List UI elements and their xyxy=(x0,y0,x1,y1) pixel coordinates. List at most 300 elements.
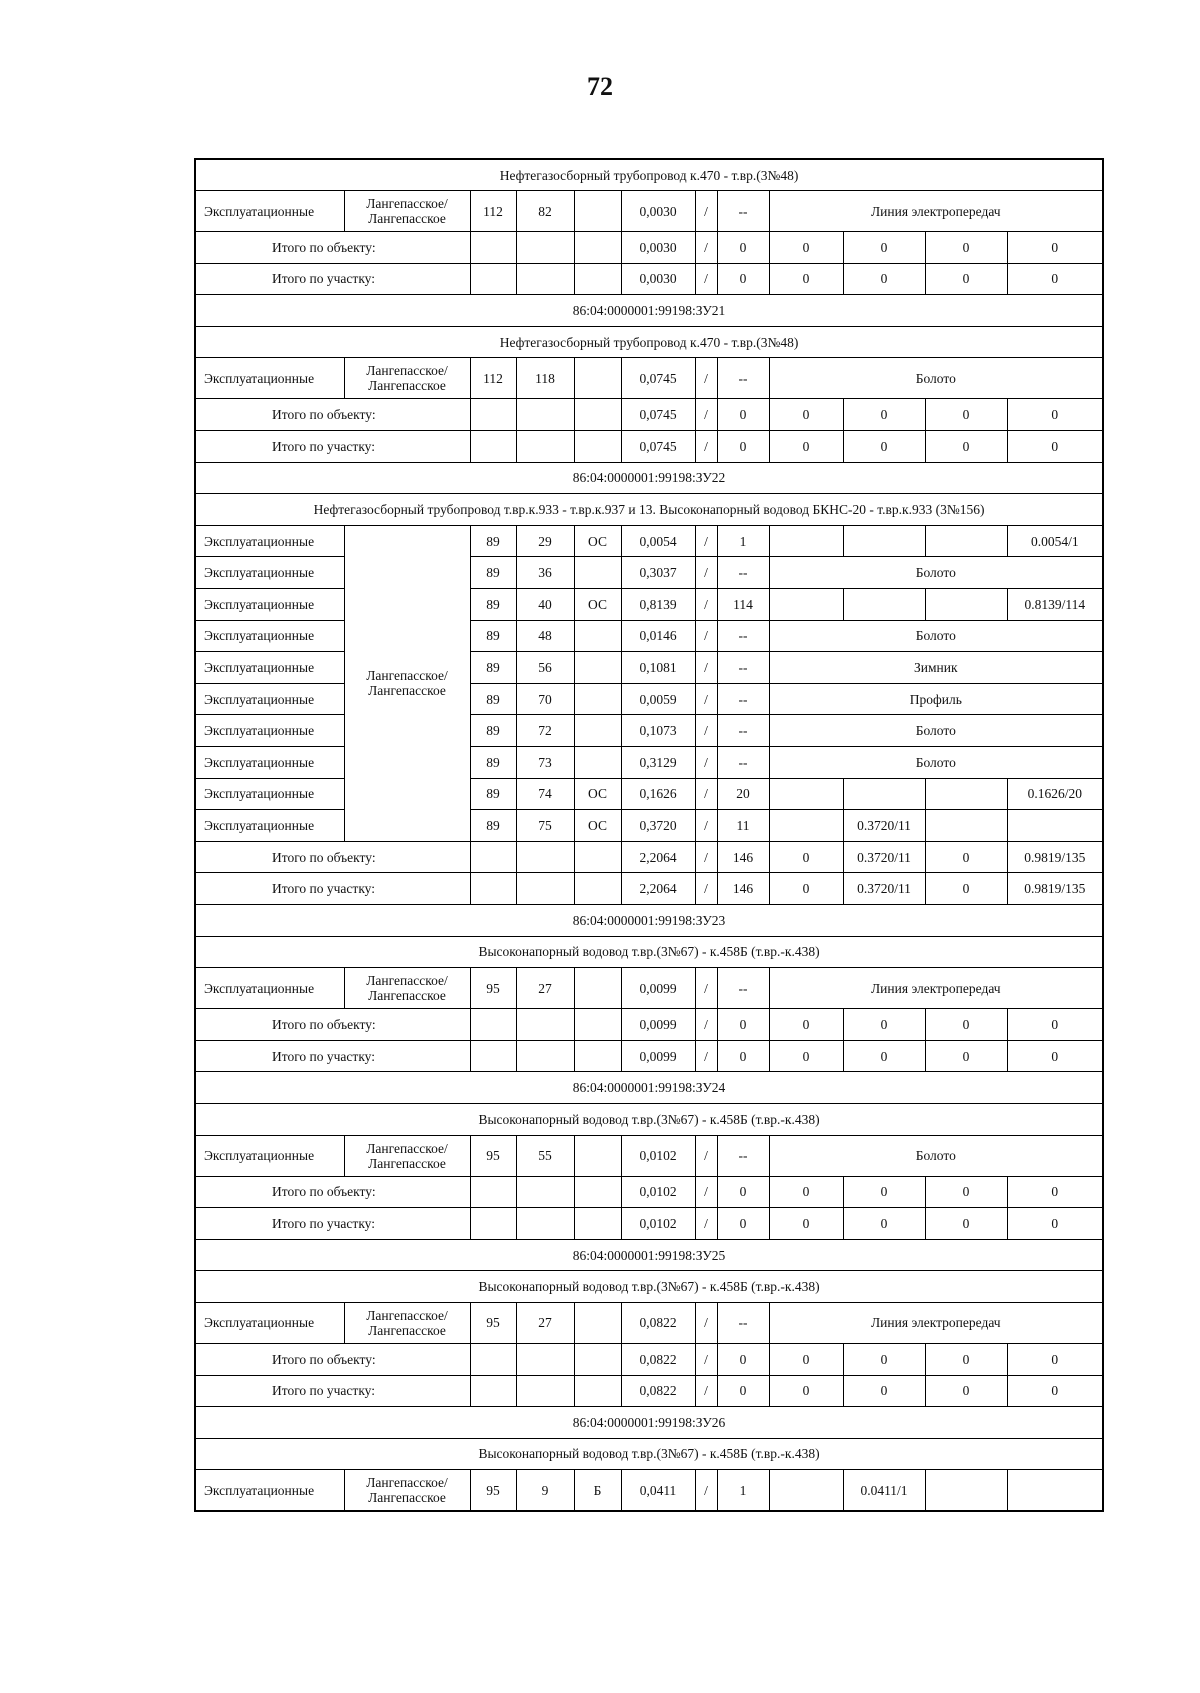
total-value-cell: 0 xyxy=(769,873,843,905)
slash-cell: / xyxy=(695,810,717,842)
slash-cell: / xyxy=(695,1302,717,1343)
slash-cell: / xyxy=(695,1343,717,1375)
empty-cell xyxy=(516,431,574,463)
category-cell: Эксплуатационные xyxy=(195,620,344,652)
total-value-cell: 0 xyxy=(925,1176,1007,1208)
empty-cell xyxy=(470,1009,516,1041)
value-cell xyxy=(769,589,843,621)
total-count-cell: 0 xyxy=(717,263,769,295)
object-title-row xyxy=(195,936,1103,968)
total-area-cell: 0,0102 xyxy=(621,1176,695,1208)
empty-cell xyxy=(516,1208,574,1240)
category-cell: Эксплуатационные xyxy=(195,191,344,232)
total-area-cell: 0,0745 xyxy=(621,399,695,431)
total-area-cell: 0,0099 xyxy=(621,1009,695,1041)
slash-cell: / xyxy=(695,232,717,264)
total-value-cell: 0 xyxy=(925,399,1007,431)
total-value-cell: 0 xyxy=(843,1176,925,1208)
table-row xyxy=(195,683,1103,715)
count-cell: -- xyxy=(717,1302,769,1343)
value-cell: 0.0054/1 xyxy=(1007,525,1103,557)
page-number: 72 xyxy=(587,72,613,101)
note-cell: Болото xyxy=(769,358,1103,399)
quarter-cell: 89 xyxy=(470,810,516,842)
area-cell: 0,0030 xyxy=(621,191,695,232)
empty-cell xyxy=(574,1176,621,1208)
object-title: Высоконапорный водовод т.вр.(3№67) - к.458Б (т.вр.-к.438) xyxy=(195,1438,1103,1470)
table-body xyxy=(195,159,1103,1511)
total-value-cell: 0 xyxy=(769,1343,843,1375)
value-cell xyxy=(925,1470,1007,1511)
total-value-cell: 0 xyxy=(1007,1176,1103,1208)
plot-cell: 73 xyxy=(516,747,574,779)
category-cell: Эксплуатационные xyxy=(195,1302,344,1343)
code-cell xyxy=(574,747,621,779)
total-count-cell: 146 xyxy=(717,873,769,905)
empty-cell xyxy=(516,1375,574,1407)
slash-cell: / xyxy=(695,1009,717,1041)
quarter-cell: 95 xyxy=(470,1302,516,1343)
total-value-cell: 0.3720/11 xyxy=(843,873,925,905)
object-title: Нефтегазосборный трубопровод к.470 - т.вр.(3№48) xyxy=(195,326,1103,358)
total-count-cell: 0 xyxy=(717,1009,769,1041)
category-cell: Эксплуатационные xyxy=(195,683,344,715)
count-cell: -- xyxy=(717,683,769,715)
cadastral-row xyxy=(195,1072,1103,1104)
total-label: Итого по объекту: xyxy=(195,232,470,264)
slash-cell: / xyxy=(695,191,717,232)
location-cell: Лангепасское/ Лангепасское xyxy=(344,191,470,232)
quarter-cell: 112 xyxy=(470,191,516,232)
note-cell: Линия электропередач xyxy=(769,1302,1103,1343)
table-row xyxy=(195,525,1103,557)
location-cell: Лангепасское/ Лангепасское xyxy=(344,358,470,399)
total-row xyxy=(195,431,1103,463)
total-value-cell: 0 xyxy=(843,1343,925,1375)
area-cell: 0,3129 xyxy=(621,747,695,779)
empty-cell xyxy=(574,1208,621,1240)
slash-cell: / xyxy=(695,1135,717,1176)
empty-cell xyxy=(470,1208,516,1240)
table-row xyxy=(195,715,1103,747)
total-value-cell: 0 xyxy=(925,431,1007,463)
count-cell: -- xyxy=(717,1135,769,1176)
total-value-cell: 0 xyxy=(1007,232,1103,264)
category-cell: Эксплуатационные xyxy=(195,589,344,621)
total-row xyxy=(195,1176,1103,1208)
empty-cell xyxy=(516,873,574,905)
quarter-cell: 89 xyxy=(470,778,516,810)
note-cell: Болото xyxy=(769,715,1103,747)
table-row xyxy=(195,778,1103,810)
object-title-row xyxy=(195,159,1103,191)
slash-cell: / xyxy=(695,715,717,747)
total-label: Итого по объекту: xyxy=(195,1009,470,1041)
empty-cell xyxy=(470,1176,516,1208)
value-cell xyxy=(1007,1470,1103,1511)
total-value-cell: 0 xyxy=(843,1375,925,1407)
slash-cell: / xyxy=(695,1470,717,1511)
object-title: Нефтегазосборный трубопровод к.470 - т.вр.(3№48) xyxy=(195,159,1103,191)
slash-cell: / xyxy=(695,589,717,621)
value-cell: 0.0411/1 xyxy=(843,1470,925,1511)
slash-cell: / xyxy=(695,747,717,779)
total-count-cell: 0 xyxy=(717,1176,769,1208)
plot-cell: 9 xyxy=(516,1470,574,1511)
category-cell: Эксплуатационные xyxy=(195,1470,344,1511)
total-label: Итого по объекту: xyxy=(195,841,470,873)
location-cell: Лангепасское/ Лангепасское xyxy=(344,1470,470,1511)
empty-cell xyxy=(470,1343,516,1375)
quarter-cell: 89 xyxy=(470,715,516,747)
code-cell xyxy=(574,715,621,747)
empty-cell xyxy=(574,399,621,431)
code-cell xyxy=(574,557,621,589)
total-value-cell: 0 xyxy=(843,1009,925,1041)
plot-cell: 27 xyxy=(516,968,574,1009)
total-row xyxy=(195,1009,1103,1041)
slash-cell: / xyxy=(695,1176,717,1208)
category-cell: Эксплуатационные xyxy=(195,1135,344,1176)
total-area-cell: 0,0822 xyxy=(621,1375,695,1407)
plot-cell: 74 xyxy=(516,778,574,810)
total-value-cell: 0 xyxy=(769,1208,843,1240)
value-cell: 0.8139/114 xyxy=(1007,589,1103,621)
slash-cell: / xyxy=(695,1040,717,1072)
area-cell: 0,1073 xyxy=(621,715,695,747)
cadastral-row xyxy=(195,462,1103,494)
table-row xyxy=(195,810,1103,842)
object-title-row xyxy=(195,494,1103,526)
slash-cell: / xyxy=(695,620,717,652)
total-area-cell: 0,0745 xyxy=(621,431,695,463)
cadastral-number: 86:04:0000001:99198:ЗУ24 xyxy=(195,1072,1103,1104)
total-value-cell: 0 xyxy=(925,232,1007,264)
category-cell: Эксплуатационные xyxy=(195,358,344,399)
code-cell: ОС xyxy=(574,525,621,557)
total-value-cell: 0 xyxy=(769,431,843,463)
total-row xyxy=(195,841,1103,873)
plot-cell: 40 xyxy=(516,589,574,621)
quarter-cell: 95 xyxy=(470,1470,516,1511)
category-cell: Эксплуатационные xyxy=(195,810,344,842)
total-count-cell: 0 xyxy=(717,1343,769,1375)
area-cell: 0,0822 xyxy=(621,1302,695,1343)
area-cell: 0,0102 xyxy=(621,1135,695,1176)
plot-cell: 55 xyxy=(516,1135,574,1176)
object-title-row xyxy=(195,1271,1103,1303)
total-value-cell: 0 xyxy=(843,431,925,463)
total-count-cell: 0 xyxy=(717,1040,769,1072)
empty-cell xyxy=(574,263,621,295)
total-value-cell: 0 xyxy=(1007,1208,1103,1240)
code-cell xyxy=(574,1135,621,1176)
area-cell: 0,8139 xyxy=(621,589,695,621)
area-cell: 0,0411 xyxy=(621,1470,695,1511)
location-cell: Лангепасское/ Лангепасское xyxy=(344,1302,470,1343)
total-value-cell: 0.9819/135 xyxy=(1007,873,1103,905)
total-row xyxy=(195,1208,1103,1240)
total-value-cell: 0 xyxy=(843,263,925,295)
total-count-cell: 0 xyxy=(717,232,769,264)
location-cell: Лангепасское/ Лангепасское xyxy=(344,525,470,841)
total-label: Итого по объекту: xyxy=(195,399,470,431)
total-value-cell: 0 xyxy=(769,841,843,873)
value-cell xyxy=(925,778,1007,810)
object-title: Высоконапорный водовод т.вр.(3№67) - к.458Б (т.вр.-к.438) xyxy=(195,1271,1103,1303)
area-cell: 0,1081 xyxy=(621,652,695,684)
table-row xyxy=(195,557,1103,589)
note-cell: Зимник xyxy=(769,652,1103,684)
slash-cell: / xyxy=(695,1208,717,1240)
note-cell: Болото xyxy=(769,747,1103,779)
total-value-cell: 0 xyxy=(925,1343,1007,1375)
total-value-cell: 0 xyxy=(925,873,1007,905)
empty-cell xyxy=(516,232,574,264)
code-cell xyxy=(574,191,621,232)
area-cell: 0,3037 xyxy=(621,557,695,589)
value-cell xyxy=(769,1470,843,1511)
value-cell xyxy=(769,810,843,842)
empty-cell xyxy=(516,1343,574,1375)
plot-cell: 75 xyxy=(516,810,574,842)
count-cell: -- xyxy=(717,715,769,747)
category-cell: Эксплуатационные xyxy=(195,968,344,1009)
code-cell xyxy=(574,683,621,715)
table-row xyxy=(195,358,1103,399)
count-cell: 11 xyxy=(717,810,769,842)
quarter-cell: 95 xyxy=(470,1135,516,1176)
cadastral-number: 86:04:0000001:99198:ЗУ21 xyxy=(195,295,1103,327)
quarter-cell: 89 xyxy=(470,525,516,557)
total-value-cell: 0 xyxy=(769,263,843,295)
total-count-cell: 0 xyxy=(717,399,769,431)
note-cell: Болото xyxy=(769,557,1103,589)
slash-cell: / xyxy=(695,968,717,1009)
empty-cell xyxy=(574,1375,621,1407)
note-cell: Болото xyxy=(769,1135,1103,1176)
total-value-cell: 0 xyxy=(925,841,1007,873)
slash-cell: / xyxy=(695,557,717,589)
total-row xyxy=(195,873,1103,905)
total-value-cell: 0 xyxy=(769,1040,843,1072)
quarter-cell: 89 xyxy=(470,747,516,779)
category-cell: Эксплуатационные xyxy=(195,525,344,557)
empty-cell xyxy=(470,1040,516,1072)
empty-cell xyxy=(574,1343,621,1375)
total-value-cell: 0 xyxy=(1007,399,1103,431)
category-cell: Эксплуатационные xyxy=(195,652,344,684)
object-title: Высоконапорный водовод т.вр.(3№67) - к.458Б (т.вр.-к.438) xyxy=(195,1103,1103,1135)
value-cell xyxy=(925,810,1007,842)
slash-cell: / xyxy=(695,525,717,557)
total-value-cell: 0 xyxy=(1007,1375,1103,1407)
total-value-cell: 0 xyxy=(1007,431,1103,463)
plot-cell: 29 xyxy=(516,525,574,557)
area-cell: 0,0054 xyxy=(621,525,695,557)
total-value-cell: 0 xyxy=(843,399,925,431)
value-cell xyxy=(1007,810,1103,842)
category-cell: Эксплуатационные xyxy=(195,747,344,779)
note-cell: Линия электропередач xyxy=(769,968,1103,1009)
object-title-row xyxy=(195,1438,1103,1470)
total-value-cell: 0 xyxy=(843,1040,925,1072)
total-row xyxy=(195,1343,1103,1375)
total-value-cell: 0 xyxy=(769,399,843,431)
total-label: Итого по участку: xyxy=(195,1375,470,1407)
slash-cell: / xyxy=(695,841,717,873)
area-cell: 0,3720 xyxy=(621,810,695,842)
total-value-cell: 0 xyxy=(769,1176,843,1208)
land-plots-table xyxy=(194,158,1104,1512)
table-row xyxy=(195,1470,1103,1511)
count-cell: -- xyxy=(717,747,769,779)
code-cell: ОС xyxy=(574,589,621,621)
plot-cell: 82 xyxy=(516,191,574,232)
quarter-cell: 112 xyxy=(470,358,516,399)
cadastral-number: 86:04:0000001:99198:ЗУ22 xyxy=(195,462,1103,494)
total-label: Итого по участку: xyxy=(195,1040,470,1072)
slash-cell: / xyxy=(695,263,717,295)
total-area-cell: 0,0822 xyxy=(621,1343,695,1375)
total-value-cell: 0 xyxy=(925,1375,1007,1407)
code-cell xyxy=(574,358,621,399)
quarter-cell: 89 xyxy=(470,620,516,652)
empty-cell xyxy=(470,399,516,431)
object-title: Нефтегазосборный трубопровод т.вр.к.933 - т.вр.к.937 и 13. Высоконапорный водовод БКНС-20 - т.вр.к.933 (3№156) xyxy=(195,494,1103,526)
table-row xyxy=(195,747,1103,779)
value-cell xyxy=(769,778,843,810)
location-cell: Лангепасское/ Лангепасское xyxy=(344,968,470,1009)
category-cell: Эксплуатационные xyxy=(195,557,344,589)
total-value-cell: 0 xyxy=(1007,263,1103,295)
total-row xyxy=(195,1040,1103,1072)
empty-cell xyxy=(574,431,621,463)
total-value-cell: 0 xyxy=(925,263,1007,295)
plot-cell: 72 xyxy=(516,715,574,747)
total-count-cell: 0 xyxy=(717,431,769,463)
total-value-cell: 0 xyxy=(769,1375,843,1407)
total-row xyxy=(195,232,1103,264)
total-label: Итого по участку: xyxy=(195,263,470,295)
empty-cell xyxy=(516,1009,574,1041)
total-value-cell: 0 xyxy=(769,232,843,264)
area-cell: 0,1626 xyxy=(621,778,695,810)
note-cell: Линия электропередач xyxy=(769,191,1103,232)
empty-cell xyxy=(574,1040,621,1072)
category-cell: Эксплуатационные xyxy=(195,778,344,810)
code-cell xyxy=(574,620,621,652)
total-row xyxy=(195,263,1103,295)
value-cell xyxy=(925,589,1007,621)
total-label: Итого по участку: xyxy=(195,1208,470,1240)
cadastral-row xyxy=(195,1407,1103,1439)
total-value-cell: 0 xyxy=(925,1208,1007,1240)
count-cell: 20 xyxy=(717,778,769,810)
empty-cell xyxy=(574,873,621,905)
cadastral-number: 86:04:0000001:99198:ЗУ25 xyxy=(195,1239,1103,1271)
empty-cell xyxy=(470,431,516,463)
value-cell: 0.1626/20 xyxy=(1007,778,1103,810)
total-value-cell: 0 xyxy=(925,1040,1007,1072)
plot-cell: 27 xyxy=(516,1302,574,1343)
slash-cell: / xyxy=(695,431,717,463)
empty-cell xyxy=(470,873,516,905)
count-cell: -- xyxy=(717,557,769,589)
value-cell xyxy=(843,778,925,810)
table-row xyxy=(195,1135,1103,1176)
empty-cell xyxy=(516,399,574,431)
code-cell: ОС xyxy=(574,810,621,842)
value-cell xyxy=(843,589,925,621)
location-cell: Лангепасское/ Лангепасское xyxy=(344,1135,470,1176)
total-area-cell: 0,0030 xyxy=(621,232,695,264)
value-cell: 0.3720/11 xyxy=(843,810,925,842)
area-cell: 0,0745 xyxy=(621,358,695,399)
total-area-cell: 0,0030 xyxy=(621,263,695,295)
total-count-cell: 0 xyxy=(717,1375,769,1407)
note-cell: Профиль xyxy=(769,683,1103,715)
slash-cell: / xyxy=(695,683,717,715)
total-value-cell: 0 xyxy=(769,1009,843,1041)
count-cell: -- xyxy=(717,191,769,232)
empty-cell xyxy=(470,232,516,264)
total-row xyxy=(195,399,1103,431)
total-value-cell: 0 xyxy=(843,1208,925,1240)
quarter-cell: 95 xyxy=(470,968,516,1009)
code-cell xyxy=(574,1302,621,1343)
count-cell: -- xyxy=(717,358,769,399)
quarter-cell: 89 xyxy=(470,683,516,715)
object-title-row xyxy=(195,326,1103,358)
table-row xyxy=(195,968,1103,1009)
total-area-cell: 0,0102 xyxy=(621,1208,695,1240)
total-value-cell: 0 xyxy=(925,1009,1007,1041)
plot-cell: 48 xyxy=(516,620,574,652)
slash-cell: / xyxy=(695,778,717,810)
plot-cell: 56 xyxy=(516,652,574,684)
empty-cell xyxy=(574,232,621,264)
quarter-cell: 89 xyxy=(470,652,516,684)
count-cell: 114 xyxy=(717,589,769,621)
count-cell: 1 xyxy=(717,1470,769,1511)
total-row xyxy=(195,1375,1103,1407)
empty-cell xyxy=(516,1040,574,1072)
empty-cell xyxy=(516,1176,574,1208)
slash-cell: / xyxy=(695,358,717,399)
total-count-cell: 0 xyxy=(717,1208,769,1240)
plot-cell: 70 xyxy=(516,683,574,715)
table-row xyxy=(195,620,1103,652)
value-cell xyxy=(843,525,925,557)
category-cell: Эксплуатационные xyxy=(195,715,344,747)
empty-cell xyxy=(470,1375,516,1407)
area-cell: 0,0146 xyxy=(621,620,695,652)
cadastral-number: 86:04:0000001:99198:ЗУ23 xyxy=(195,904,1103,936)
empty-cell xyxy=(574,1009,621,1041)
code-cell: Б xyxy=(574,1470,621,1511)
code-cell: ОС xyxy=(574,778,621,810)
slash-cell: / xyxy=(695,1375,717,1407)
note-cell: Болото xyxy=(769,620,1103,652)
value-cell xyxy=(925,525,1007,557)
empty-cell xyxy=(574,841,621,873)
quarter-cell: 89 xyxy=(470,557,516,589)
area-cell: 0,0099 xyxy=(621,968,695,1009)
total-label: Итого по участку: xyxy=(195,873,470,905)
table-row xyxy=(195,191,1103,232)
total-value-cell: 0 xyxy=(1007,1009,1103,1041)
